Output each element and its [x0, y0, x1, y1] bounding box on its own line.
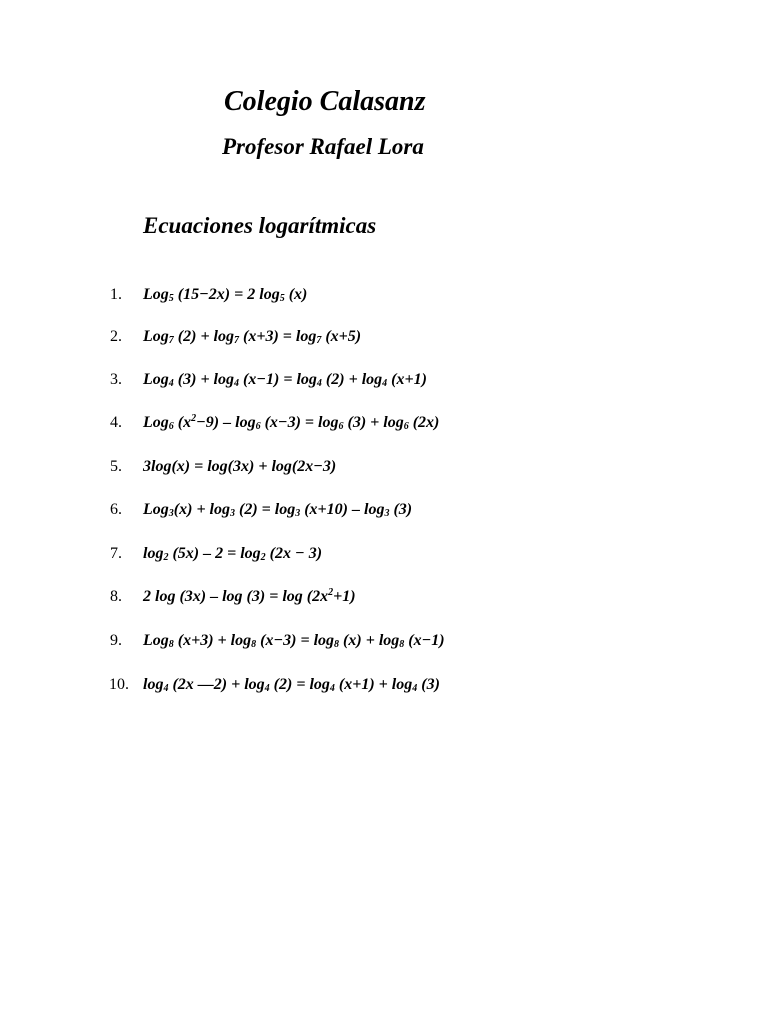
- equation-fragment: (x): [284, 286, 308, 303]
- log-base: 3: [230, 508, 235, 519]
- log-base: 4: [329, 683, 335, 694]
- log-base: 3: [384, 508, 390, 519]
- equation-fragment: (2x): [408, 414, 440, 431]
- log-base: 3: [295, 508, 301, 519]
- equation-fragment: (2) + log: [173, 328, 234, 345]
- equation-fragment: (3) + log: [343, 414, 404, 431]
- equation-number: 2.: [110, 328, 122, 345]
- equation-fragment: (x+1): [387, 371, 427, 388]
- equation-number: 7.: [110, 545, 122, 562]
- equation-fragment: (15−2x) = 2 log: [173, 286, 280, 303]
- equation-fragment: (3) + log: [173, 371, 234, 388]
- equation-number: 1.: [110, 286, 122, 303]
- log-base: 8: [399, 639, 405, 650]
- equation-fragment: (2) = log: [269, 676, 330, 693]
- equation-fragment: (x) + log: [339, 632, 400, 649]
- log-base: 4: [234, 378, 239, 389]
- equation-number: 8.: [110, 588, 122, 605]
- equation-number: 5.: [110, 458, 122, 475]
- equation-item: [0, 501, 700, 525]
- equation-fragment: Log: [143, 328, 169, 345]
- equation-item: [0, 371, 700, 395]
- equation-fragment: +1): [333, 588, 356, 605]
- log-base: 8: [251, 639, 257, 650]
- equation-fragment: (x+10) – log: [300, 501, 385, 518]
- equation-text: [143, 501, 412, 519]
- equation-fragment: Log: [143, 632, 169, 649]
- equation-item: [0, 588, 700, 612]
- equation-fragment: (3): [389, 501, 413, 518]
- equation-fragment: Log: [143, 286, 169, 303]
- page-title: Colegio Calasanz: [224, 86, 426, 117]
- equation-text: [143, 632, 445, 650]
- equation-fragment: Log: [143, 501, 169, 518]
- log-base: 5: [168, 293, 174, 304]
- equation-fragment: (x−3) = log: [256, 632, 335, 649]
- equation-number: 9.: [110, 632, 122, 649]
- equation-fragment: −9) – log: [196, 414, 256, 431]
- equation-fragment: log: [143, 676, 164, 693]
- equation-text: [143, 458, 336, 476]
- equation-fragment: (x) + log: [173, 501, 230, 518]
- equation-text: [143, 328, 361, 346]
- equation-fragment: (x+5): [321, 328, 362, 345]
- section-heading: Ecuaciones logarítmicas: [143, 213, 377, 238]
- equation-item: [0, 545, 700, 569]
- equation-fragment: (2) = log: [235, 501, 296, 518]
- equation-text: [143, 286, 307, 304]
- equation-fragment: (x+3) + log: [173, 632, 252, 649]
- equation-item: [0, 328, 700, 352]
- equation-item: [0, 414, 700, 438]
- equation-number: 6.: [110, 501, 122, 518]
- equation-text: [143, 588, 356, 606]
- equation-fragment: Log: [143, 414, 169, 431]
- equation-fragment: (2) + log: [321, 371, 383, 388]
- log-base: 4: [412, 683, 418, 694]
- log-base: 2: [260, 552, 266, 563]
- log-base: 7: [168, 335, 174, 346]
- log-base: 4: [264, 683, 270, 694]
- equation-item: [0, 676, 700, 700]
- equation-fragment: (3): [417, 676, 440, 693]
- equation-fragment: (x: [173, 414, 192, 431]
- log-base: 6: [338, 421, 344, 432]
- equation-fragment: (x+1) + log: [334, 676, 413, 693]
- equation-fragment: (x−1) = log: [239, 371, 317, 388]
- equation-number: 3.: [110, 371, 122, 388]
- equation-fragment: (2x —2) + log: [168, 676, 265, 693]
- log-base: 4: [382, 378, 388, 389]
- equation-text: [143, 545, 322, 563]
- equation-fragment: Log: [143, 371, 169, 388]
- equation-fragment: 3log(x) = log(3x) + log(2x−3): [143, 458, 337, 475]
- equation-text: [143, 371, 427, 389]
- log-base: 6: [168, 421, 174, 432]
- log-base: 3: [168, 508, 174, 519]
- exponent: 2: [191, 413, 197, 424]
- equation-number: 4.: [110, 414, 122, 431]
- log-base: 2: [163, 552, 169, 563]
- equation-fragment: (x−1): [404, 632, 445, 649]
- equation-fragment: log: [143, 545, 164, 562]
- log-base: 5: [279, 293, 285, 304]
- equation-fragment: (2x − 3): [265, 545, 323, 562]
- equation-fragment: 2 log (3x) – log (3) = log (2x: [143, 588, 329, 605]
- equation-fragment: (5x) – 2 = log: [168, 545, 261, 562]
- equation-item: [0, 286, 700, 310]
- equation-item: [0, 632, 700, 656]
- log-base: 7: [234, 335, 239, 346]
- log-base: 4: [316, 378, 322, 389]
- equation-text: [143, 414, 439, 432]
- equation-number: 10.: [109, 676, 129, 693]
- log-base: 6: [403, 421, 409, 432]
- equation-text: [143, 676, 440, 694]
- log-base: 7: [316, 335, 322, 346]
- exponent: 2: [328, 587, 334, 598]
- equation-fragment: (x+3) = log: [239, 328, 317, 345]
- equation-item: [0, 458, 700, 482]
- page-subtitle: Profesor Rafael Lora: [222, 134, 424, 159]
- log-base: 8: [168, 639, 174, 650]
- equation-fragment: (x−3) = log: [260, 414, 339, 431]
- log-base: 8: [334, 639, 340, 650]
- log-base: 4: [168, 378, 174, 389]
- log-base: 6: [255, 421, 261, 432]
- log-base: 4: [163, 683, 169, 694]
